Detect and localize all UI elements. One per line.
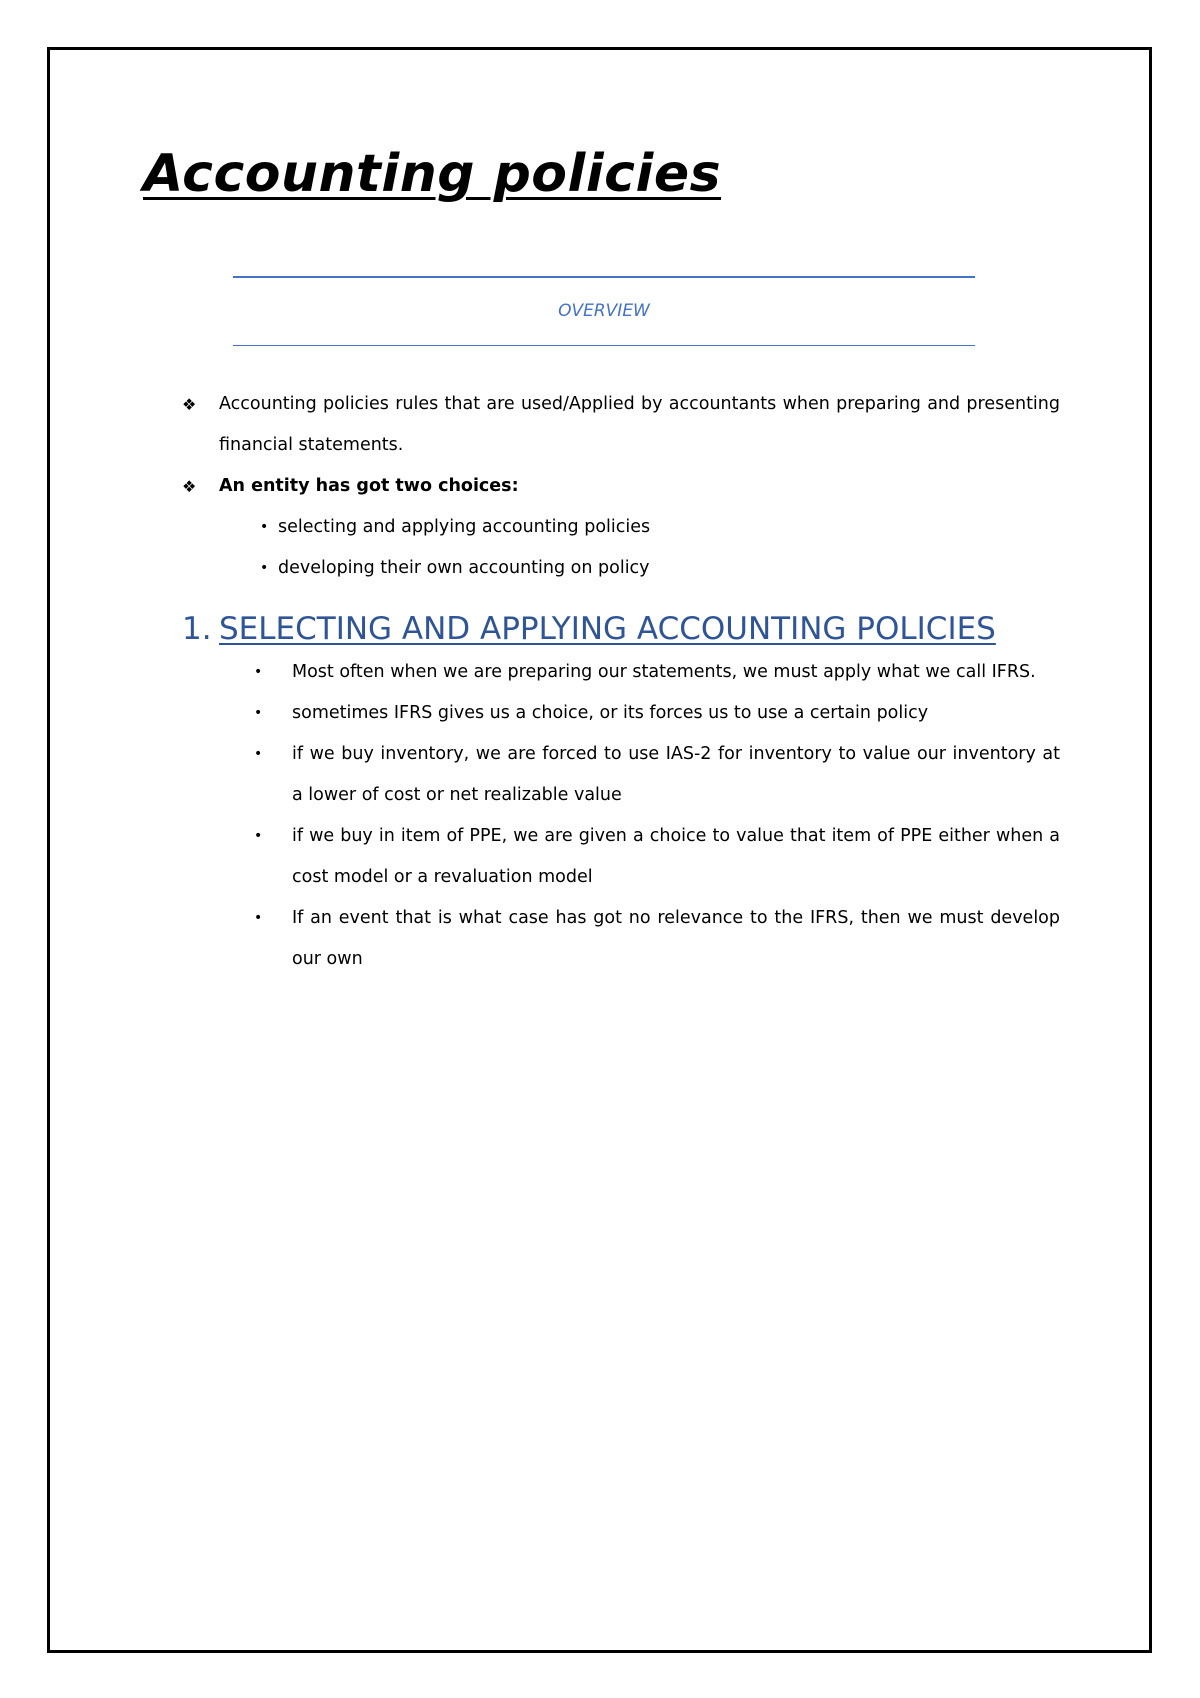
section-list (246, 652, 1060, 980)
diamond-bullet-icon: ❖ (182, 477, 197, 496)
bullet-icon: • (260, 560, 269, 576)
diamond-bullet-icon: ❖ (182, 395, 197, 414)
bullet-icon: • (254, 828, 263, 844)
overview-label: OVERVIEW (558, 301, 650, 321)
choice-item (182, 507, 1060, 548)
bullet-icon: • (254, 746, 263, 762)
section-heading-text: SELECTING AND APPLYING ACCOUNTING POLICIES (219, 611, 996, 647)
overview-bottom-rule (233, 345, 975, 346)
bullet-icon: • (260, 519, 269, 535)
section-list-item (246, 734, 1060, 816)
section-item-text: if we buy inventory, we are forced to use IAS-2 for inventory to value our inventory at a lower of cost or net realizable value (292, 744, 1060, 805)
intro-definition-item (182, 384, 1060, 466)
page-title: Accounting policies (143, 144, 722, 204)
section-item-text: Most often when we are preparing our statements, we must apply what we call IFRS. (292, 662, 1036, 682)
choice-item (182, 548, 1060, 589)
overview-top-rule (233, 276, 975, 278)
intro-definition-text: Accounting policies rules that are used/Applied by accountants when preparing and presenting financial statements. (219, 394, 1060, 455)
intro-list (182, 384, 1060, 589)
bullet-icon: • (254, 664, 263, 680)
section-list-item (246, 652, 1060, 693)
choices-list (182, 507, 1060, 589)
choice-text: selecting and applying accounting policies (278, 517, 651, 537)
section-item-text: If an event that is what case has got no relevance to the IFRS, then we must develop our own (292, 908, 1060, 969)
section-item-text: sometimes IFRS gives us a choice, or its forces us to use a certain policy (292, 703, 929, 723)
choice-text: developing their own accounting on policy (278, 558, 650, 578)
bullet-icon: • (254, 910, 263, 926)
section-list-item (246, 816, 1060, 898)
section-heading (182, 611, 996, 647)
section-list-item (246, 693, 1060, 734)
intro-choices-heading: An entity has got two choices: (219, 476, 519, 496)
section-list-item (246, 898, 1060, 980)
section-number: 1. (182, 611, 212, 647)
intro-choices-item (182, 466, 1060, 507)
section-item-text: if we buy in item of PPE, we are given a choice to value that item of PPE either when a cost model or a revaluation model (292, 826, 1060, 887)
bullet-icon: • (254, 705, 263, 721)
